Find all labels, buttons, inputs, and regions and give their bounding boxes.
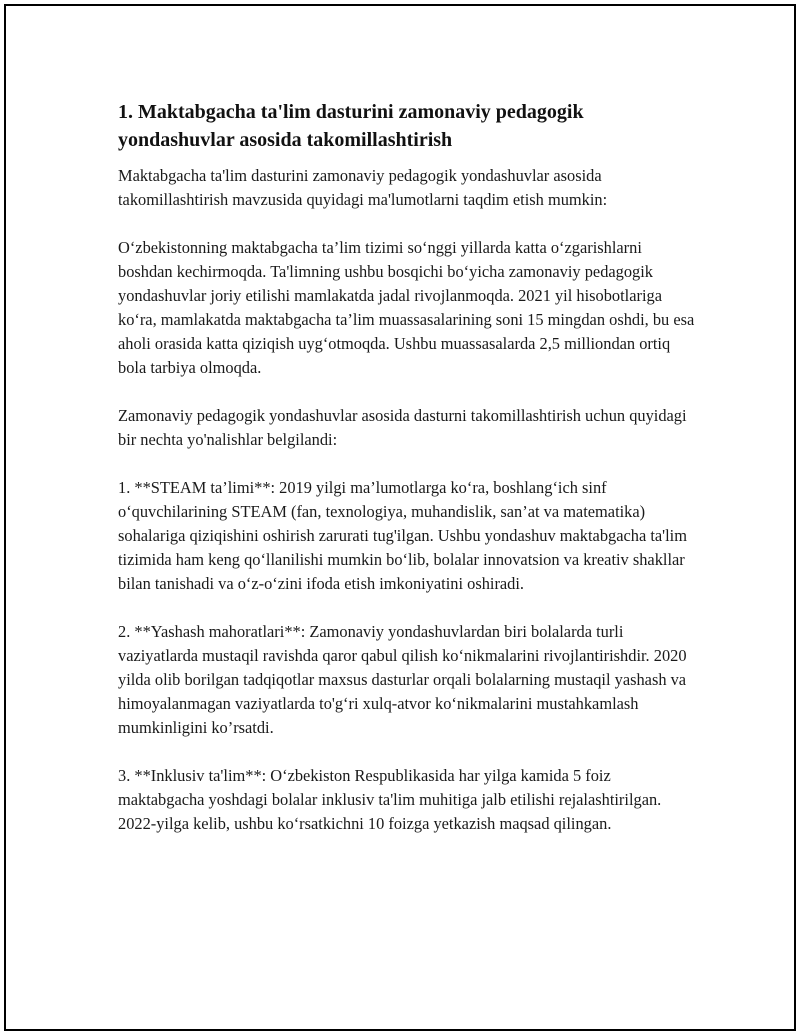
section-heading: 1. Maktabgacha ta'lim dasturini zamonaviy pedagogik yondashuvlar asosida takomillashtirish [118,101,584,151]
paragraph-overview: O‘zbekistonning maktabgacha ta’lim tizimi so‘nggi yillarda katta o‘zgarishlarni boshdan kechirmoqda. Ta'limning ushbu bosqichi bo‘yicha zamonaviy pedagogik yondashuvlar joriy etilishi mamlakatda jadal rivojlanmoqda. 2021 yil hisobotlariga ko‘ra, mamlakatda maktabgacha ta’lim muassasalarining soni 15 mingdan oshdi, bu esa aholi orasida katta qiziqish uyg‘otmoqda. Ushbu muassasalarda 2,5 milliondan ortiq bola tarbiya olmoqda. [118,238,695,377]
paragraph-life-skills: 2. **Yashash mahoratlari**: Zamonaviy yondashuvlardan biri bolalarda turli vaziyatlarda mustaqil ravishda qaror qabul qilish ko‘nikmalarini rivojlantirishdir. 2020 yilda olib borilgan tadqiqotlar maxsus dasturlar orqali bolalarning mustaqil yashash va himoyalanmagan vaziyatlarda to'g‘ri xulq-atvor ko‘nikmalarini mustahkamlash mumkinligini ko’rsatdi. [118,622,687,737]
paragraph-intro: Maktabgacha ta'lim dasturini zamonaviy pedagogik yondashuvlar asosida takomillashtirish mavzusida quyidagi ma'lumotlarni taqdim etish mumkin: [118,166,608,209]
paragraph-inclusive: 3. **Inklusiv ta'lim**: O‘zbekiston Respublikasida har yilga kamida 5 foiz maktabgacha yoshdagi bolalar inklusiv ta'lim muhitiga jalb etilishi rejalashtirilgan. 2022-yilga kelib, ushbu ko‘rsatkichni 10 foizga yetkazish maqsad qilingan. [118,766,662,833]
document-page [4,4,796,1031]
paragraph-directions: Zamonaviy pedagogik yondashuvlar asosida dasturni takomillashtirish uchun quyidagi bir nechta yo'nalishlar belgilandi: [118,406,687,449]
document-body [118,98,698,860]
paragraph-steam: 1. **STEAM ta’limi**: 2019 yilgi ma’lumotlarga ko‘ra, boshlang‘ich sinf o‘quvchilarining STEAM (fan, texnologiya, muhandislik, san’at va matematika) sohalariga qiziqishini oshirish zarurati tug'ilgan. Ushbu yondashuv maktabgacha ta'lim tizimida ham keng qo‘llanilishi mumkin bo‘lib, bolalar innovatsion va kreativ shakllar bilan tanishadi va o‘z-o‘zini ifoda etish imkoniyatini oshiradi. [118,478,687,593]
